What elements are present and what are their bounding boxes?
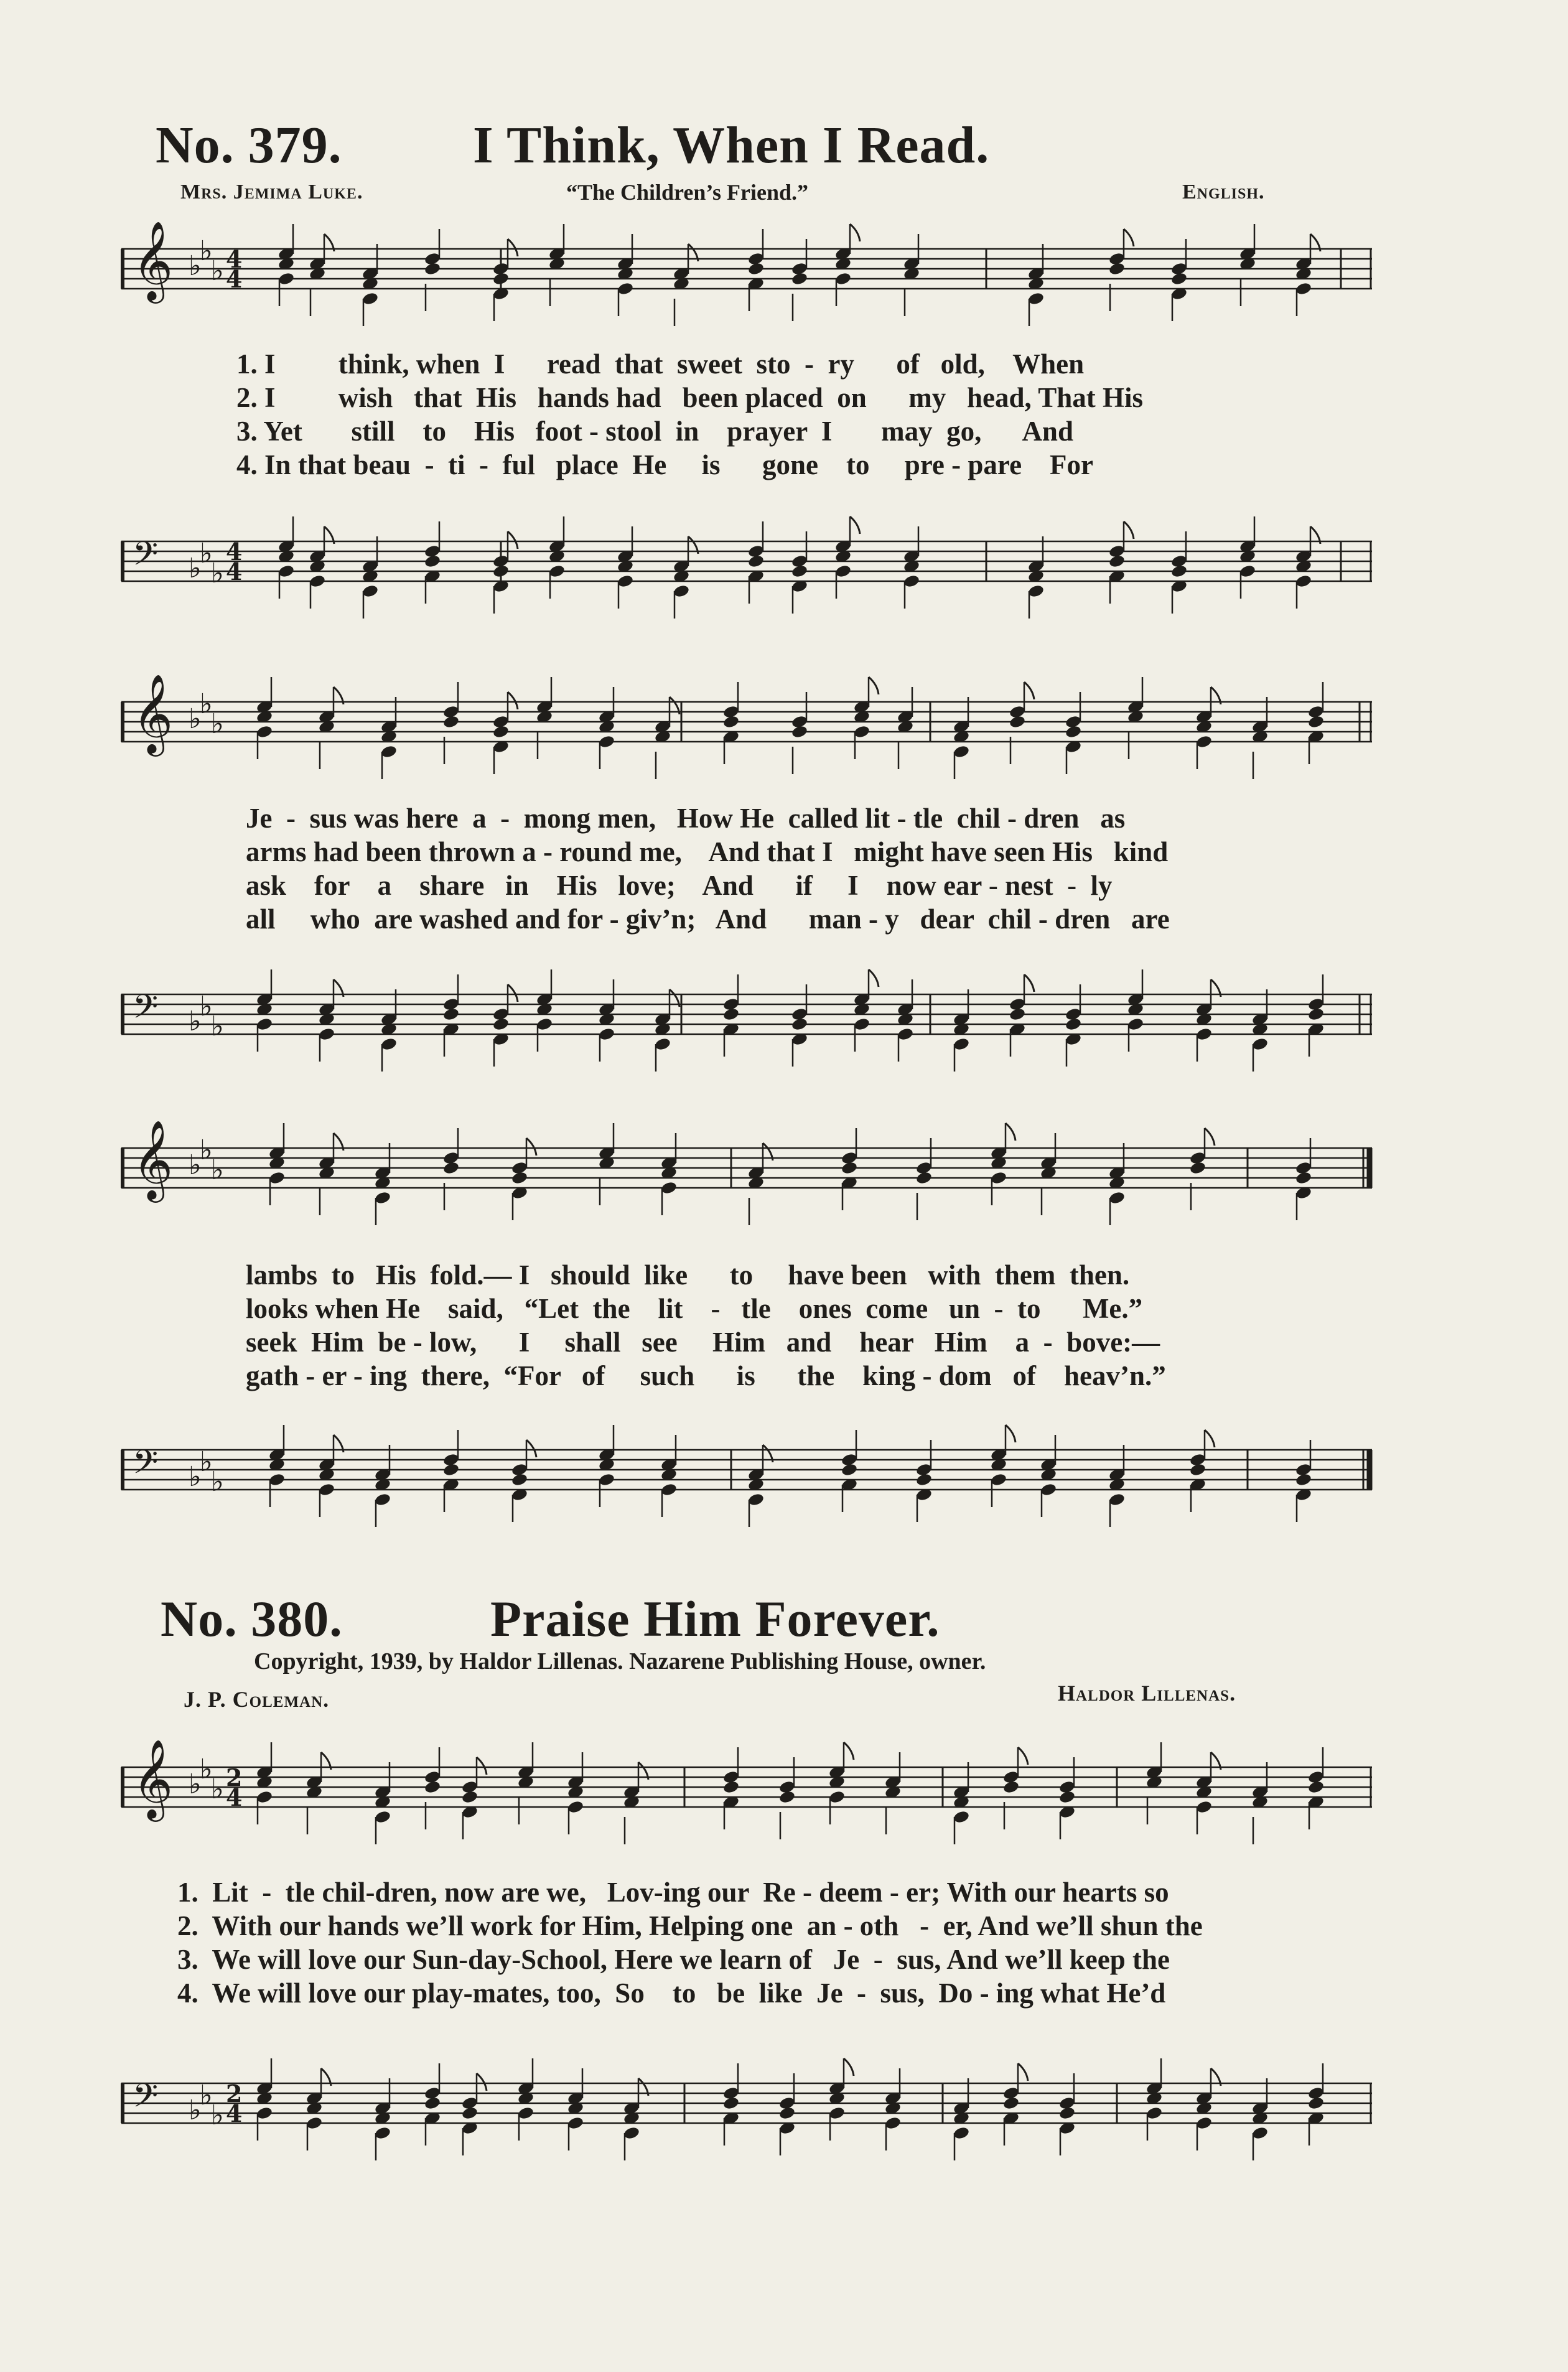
hymn-379-number: No. 379. — [156, 116, 342, 174]
flat-icon: ♭ — [200, 1446, 213, 1478]
hymn-379-system-1-bass-staff — [121, 523, 1372, 597]
hymn-380-verse-4: 4. We will love our play-mates, too, So to be like Je - sus, Do - ing what He’d — [177, 1977, 1166, 2009]
flat-icon: ♭ — [211, 1154, 224, 1186]
note-flag — [1018, 1747, 1028, 1765]
flat-icon: ♭ — [211, 1773, 224, 1805]
note-flag — [477, 1757, 487, 1775]
hymn-380-treble-staff — [121, 1739, 1372, 1829]
flat-icon: ♭ — [200, 538, 213, 569]
time-signature-top: 2 — [226, 2080, 243, 2108]
hymn-379-s2-verse-2: arms had been thrown a - round me, And that I might have seen His kind — [246, 836, 1169, 867]
hymn-379-s2-verse-4: all who are washed and for - giv’n; And man - y dear chil - dren are — [246, 904, 1170, 935]
notehead — [442, 1160, 460, 1175]
note-flag — [869, 969, 879, 987]
notehead — [442, 1007, 460, 1021]
notehead — [1065, 1017, 1082, 1031]
notehead — [722, 1007, 740, 1021]
note-flag — [1006, 1123, 1015, 1141]
hymn-379-origin: English. — [1182, 180, 1265, 203]
notehead — [424, 1780, 441, 1794]
notehead — [424, 554, 441, 568]
bass-clef-icon: 𝄢 — [133, 1444, 159, 1490]
hymn-379-s2-verse-3: ask for a share in His love; And if I now ear - nest - ly — [246, 870, 1113, 901]
notehead — [1009, 714, 1026, 729]
treble-clef-icon: 𝄞 — [133, 673, 174, 753]
notehead — [1295, 1170, 1312, 1185]
hymn-380-copyright: Copyright, 1939, by Haldor Lillenas. Nazarene Publishing House, owner. — [254, 1648, 986, 1674]
notehead — [1009, 1007, 1026, 1021]
bass-clef-icon: 𝄢 — [133, 988, 159, 1034]
notehead — [1307, 1780, 1325, 1794]
hymn-379-s3-verse-3: seek Him be - low, I shall see Him and hear Him a - bove:— — [246, 1327, 1160, 1358]
note-flag — [1024, 974, 1034, 992]
note-flag — [1124, 229, 1134, 246]
notehead — [492, 1017, 510, 1031]
hymn-380-author: J. P. Coleman. — [184, 1687, 330, 1712]
note-flag — [526, 1138, 536, 1156]
notehead — [511, 1170, 528, 1185]
flat-icon: ♭ — [189, 250, 202, 282]
notehead — [461, 1790, 478, 1804]
notehead — [442, 1462, 460, 1477]
flat-icon: ♭ — [211, 2099, 224, 2131]
hymn-379-system-1-lyrics — [236, 347, 1143, 482]
flat-icon: ♭ — [200, 1753, 213, 1785]
flat-icon: ♭ — [211, 558, 224, 589]
hymn-379-system-3-treble-staff — [121, 1119, 1372, 1210]
hymn-379-system-3-bass-staff — [121, 1431, 1372, 1506]
hymn-379-system-1-treble-staff — [121, 220, 1372, 311]
note-flag — [526, 1440, 536, 1457]
hymn-380-verse-1: 1. Lit - tle chil-dren, now are we, Lov-ing our Re - deem - er; With our hearts so — [177, 1877, 1169, 1908]
notehead — [791, 1017, 808, 1031]
notehead — [461, 2106, 478, 2120]
notehead — [1058, 2106, 1076, 2120]
hymn-379-system-2-bass-staff — [121, 976, 1372, 1050]
notehead — [1307, 2096, 1325, 2110]
notehead — [791, 564, 808, 578]
hymn-379-s3-verse-1: lambs to His fold.— I should like to have been with them then. — [246, 1259, 1130, 1291]
notehead — [791, 724, 808, 739]
note-flag — [850, 224, 860, 241]
notehead — [492, 271, 510, 286]
note-flag — [1006, 1425, 1015, 1442]
notehead — [424, 261, 441, 276]
flat-icon: ♭ — [211, 1011, 224, 1042]
notehead — [1307, 714, 1325, 729]
notehead — [778, 1790, 796, 1804]
flat-icon: ♭ — [200, 235, 213, 267]
notehead — [722, 714, 740, 729]
notehead — [1002, 2096, 1020, 2110]
notehead — [791, 271, 808, 286]
flat-icon: ♭ — [189, 703, 202, 735]
flat-icon: ♭ — [211, 1466, 224, 1498]
treble-clef-icon: 𝄞 — [133, 220, 174, 300]
note-flag — [508, 692, 518, 709]
note-flag — [1018, 2063, 1028, 2081]
note-flag — [1205, 1430, 1215, 1447]
hymn-379-author: Mrs. Jemima Luke. — [180, 180, 363, 203]
notehead — [1002, 1780, 1020, 1794]
notehead — [424, 2096, 441, 2110]
hymn-380-verse-3: 3. We will love our Sun-day-School, Here we learn of Je - sus, And we’ll keep the — [177, 1944, 1170, 1975]
notehead — [492, 724, 510, 739]
time-signature-bottom: 4 — [226, 1783, 243, 1811]
note-flag — [1124, 521, 1134, 539]
notehead — [1295, 1472, 1312, 1487]
bass-clef-icon: 𝄢 — [133, 535, 159, 581]
flat-icon: ♭ — [189, 1006, 202, 1037]
treble-clef-icon: 𝄞 — [133, 1739, 174, 1818]
notehead — [511, 1472, 528, 1487]
notehead — [1170, 271, 1188, 286]
hymn-379-s3-verse-4: gath - er - ing there, “For of such is the king - dom of heav’n.” — [246, 1360, 1166, 1391]
hymn-379-system-3-lyrics — [246, 1258, 1166, 1393]
flat-icon: ♭ — [200, 1134, 213, 1166]
notehead — [1065, 724, 1082, 739]
hymn-379-system-2-treble-staff — [121, 673, 1372, 764]
hymn-379-s1-verse-1: 1. I think, when I read that sweet sto - ry of old, When — [236, 348, 1085, 380]
notehead — [1108, 554, 1126, 568]
note-flag — [844, 2058, 854, 2076]
notehead — [1189, 1160, 1206, 1175]
hymn-379-tune: “The Children’s Friend.” — [566, 180, 809, 205]
treble-clef-icon: 𝄞 — [133, 1119, 174, 1199]
time-signature-top: 4 — [226, 245, 243, 273]
flat-icon: ♭ — [211, 255, 224, 287]
time-signature-top: 4 — [226, 538, 243, 566]
flat-icon: ♭ — [189, 1461, 202, 1493]
notehead — [722, 1780, 740, 1794]
notehead — [747, 261, 765, 276]
hymn-380-composer: Haldor Lillenas. — [1058, 1681, 1236, 1706]
note-flag — [1205, 1128, 1215, 1146]
notehead — [778, 2106, 796, 2120]
note-flag — [477, 2073, 487, 2091]
note-flag — [850, 516, 860, 534]
flat-icon: ♭ — [200, 2080, 213, 2111]
hymn-380-number: No. 380. — [161, 1590, 343, 1647]
note-flag — [508, 531, 518, 549]
flat-icon: ♭ — [189, 1149, 202, 1181]
hymn-379-s1-verse-2: 2. I wish that His hands had been placed on my head, That His — [236, 382, 1143, 413]
notehead — [1108, 261, 1126, 276]
notehead — [492, 564, 510, 578]
flat-icon: ♭ — [211, 708, 224, 740]
note-flag — [508, 984, 518, 1002]
hymn-379-s3-verse-2: looks when He said, “Let the lit - tle ones come un - to Me.” — [246, 1293, 1143, 1324]
note-flag — [869, 677, 879, 694]
note-flag — [844, 1742, 854, 1760]
hymn-379-title: I Think, When I Read. — [473, 116, 990, 174]
notehead — [1058, 1790, 1076, 1804]
flat-icon: ♭ — [189, 553, 202, 584]
notehead — [915, 1170, 933, 1185]
hymn-379-s1-verse-4: 4. In that beau - ti - ful place He is gone to pre - pare For — [236, 449, 1094, 480]
flat-icon: ♭ — [189, 2094, 202, 2126]
flat-icon: ♭ — [189, 1768, 202, 1800]
notehead — [442, 714, 460, 729]
notehead — [1170, 564, 1188, 578]
note-flag — [508, 239, 518, 256]
notehead — [1307, 1007, 1325, 1021]
notehead — [841, 1160, 858, 1175]
flat-icon: ♭ — [200, 991, 213, 1022]
time-signature-top: 2 — [226, 1763, 243, 1791]
notehead — [747, 554, 765, 568]
notehead — [722, 2096, 740, 2110]
time-signature-bottom: 4 — [226, 2099, 243, 2127]
note-flag — [1024, 682, 1034, 699]
hymn-380-lyrics — [177, 1875, 1203, 2010]
hymn-380-bass-staff — [121, 2052, 1372, 2146]
hymn-379-system-2-lyrics — [246, 801, 1170, 936]
notehead — [915, 1472, 933, 1487]
flat-icon: ♭ — [200, 688, 213, 720]
hymn-380-title: Praise Him Forever. — [490, 1590, 940, 1647]
hymn-379-s2-verse-1: Je - sus was here a - mong men, How He called lit - tle chil - dren as — [246, 803, 1126, 834]
hymn-379-s1-verse-3: 3. Yet still to His foot - stool in prayer I may go, And — [236, 416, 1073, 447]
bass-clef-icon: 𝄢 — [133, 2077, 159, 2123]
time-signature-bottom: 4 — [226, 558, 243, 586]
notehead — [841, 1462, 858, 1477]
hymn-380-verse-2: 2. With our hands we’ll work for Him, Helping one an - oth - er, And we’ll shun the — [177, 1910, 1203, 1941]
notehead — [1189, 1462, 1206, 1477]
time-signature-bottom: 4 — [226, 265, 243, 293]
